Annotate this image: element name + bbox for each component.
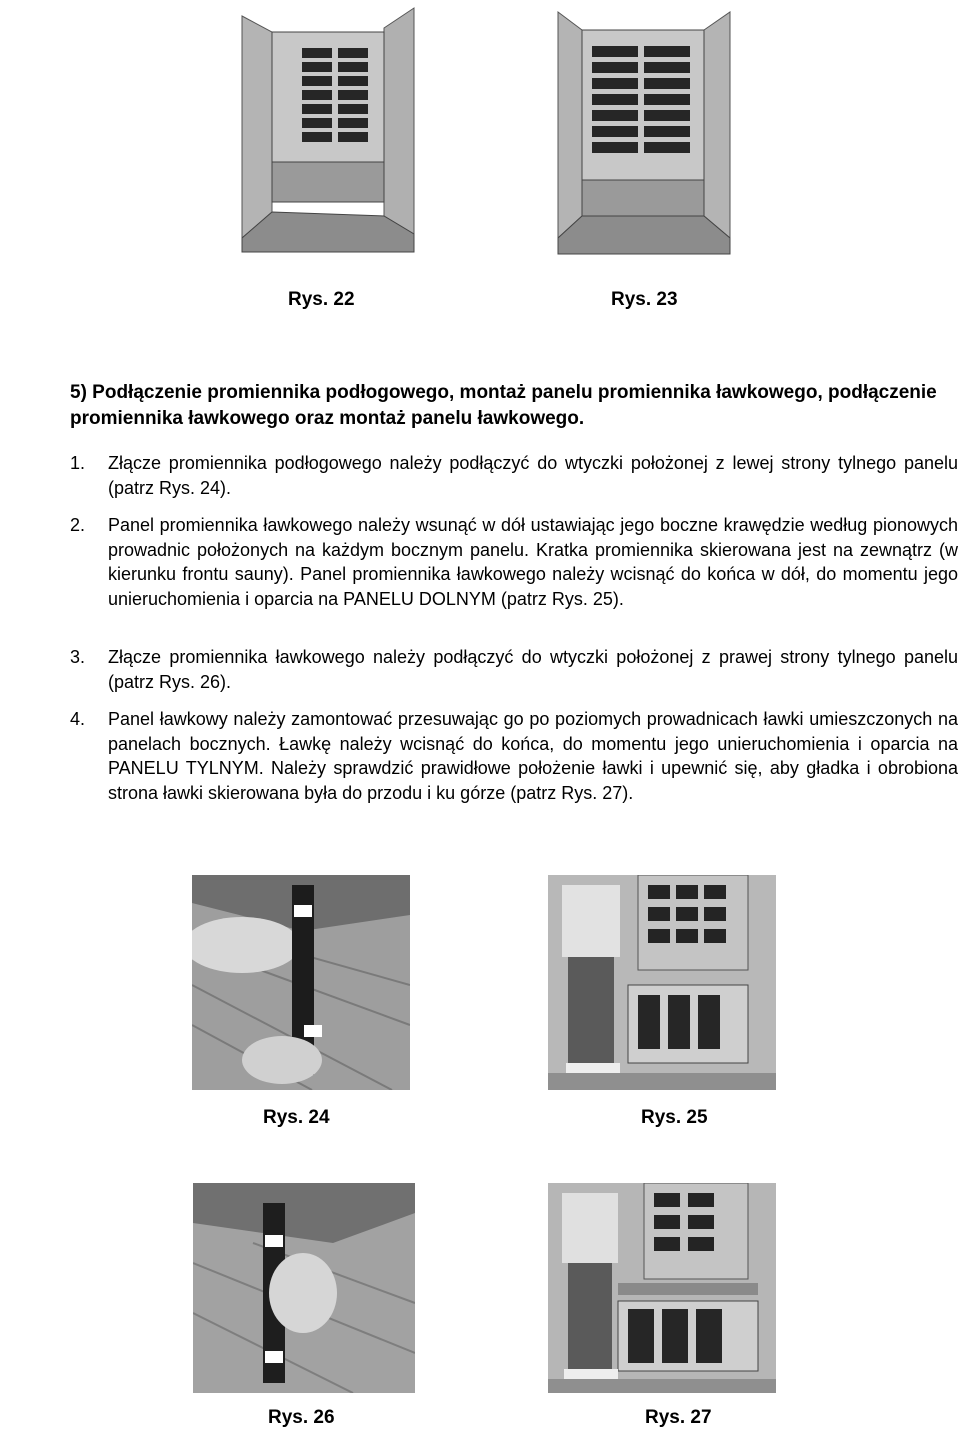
step-4 [70, 707, 958, 805]
step-1 [70, 451, 958, 500]
figure-27-caption: Rys. 27 [645, 1407, 712, 1428]
figure-24-caption: Rys. 24 [263, 1107, 330, 1128]
figure-22-caption: Rys. 22 [288, 289, 355, 310]
figure-26-caption: Rys. 26 [268, 1407, 335, 1428]
figure-22-photo [234, 2, 426, 262]
step-2 [70, 513, 958, 611]
figure-27-photo [548, 1183, 776, 1393]
section-heading: 5) Podłączenie promiennika podłogowego, montaż panelu promiennika ławkowego, podłączenie promiennika ławkowego oraz montaż panelu ławkowego. [70, 382, 937, 429]
step-number: 1. [70, 453, 86, 473]
step-text: Panel promiennika ławkowego należy wsunąć w dół ustawiając jego boczne krawędzie według pionowych prowadnic położonych na każdym bocznym panelu. Kratka promiennika skierowana jest na zewnątrz (w kierunku frontu sauny). Panel promiennika ławkowego należy wcisnąć do końca w dół, do momentu jego unieruchomienia i oparcia na PANELU DOLNYM (patrz Rys. 25). [108, 515, 958, 609]
figure-23-caption: Rys. 23 [611, 289, 678, 310]
step-text: Panel ławkowy należy zamontować przesuwając go po poziomych prowadnicach ławki umieszczonych na panelach bocznych. Ławkę należy wcisnąć do końca, do momentu jego unieruchomienia i oparcia na PANELU TYLNYM. Należy sprawdzić prawidłowe położenie ławki i upewnić się, aby gładka i obrobiona strona ławki skierowana była do przodu i ku górze (patrz Rys. 27). [108, 709, 958, 803]
step-text: Złącze promiennika podłogowego należy podłączyć do wtyczki położonej z lewej strony tylnego panelu (patrz Rys. 24). [108, 453, 958, 498]
step-text: Złącze promiennika ławkowego należy podłączyć do wtyczki położonej z prawej strony tylnego panelu (patrz Rys. 26). [108, 647, 958, 692]
step-number: 4. [70, 709, 86, 729]
step-number: 2. [70, 515, 86, 535]
figure-23-photo [548, 2, 740, 260]
step-number: 3. [70, 647, 86, 667]
figure-25-photo [548, 875, 776, 1090]
figure-25-caption: Rys. 25 [641, 1107, 708, 1128]
figure-24-photo [192, 875, 410, 1090]
step-3 [70, 645, 958, 694]
figure-26-photo [193, 1183, 415, 1393]
